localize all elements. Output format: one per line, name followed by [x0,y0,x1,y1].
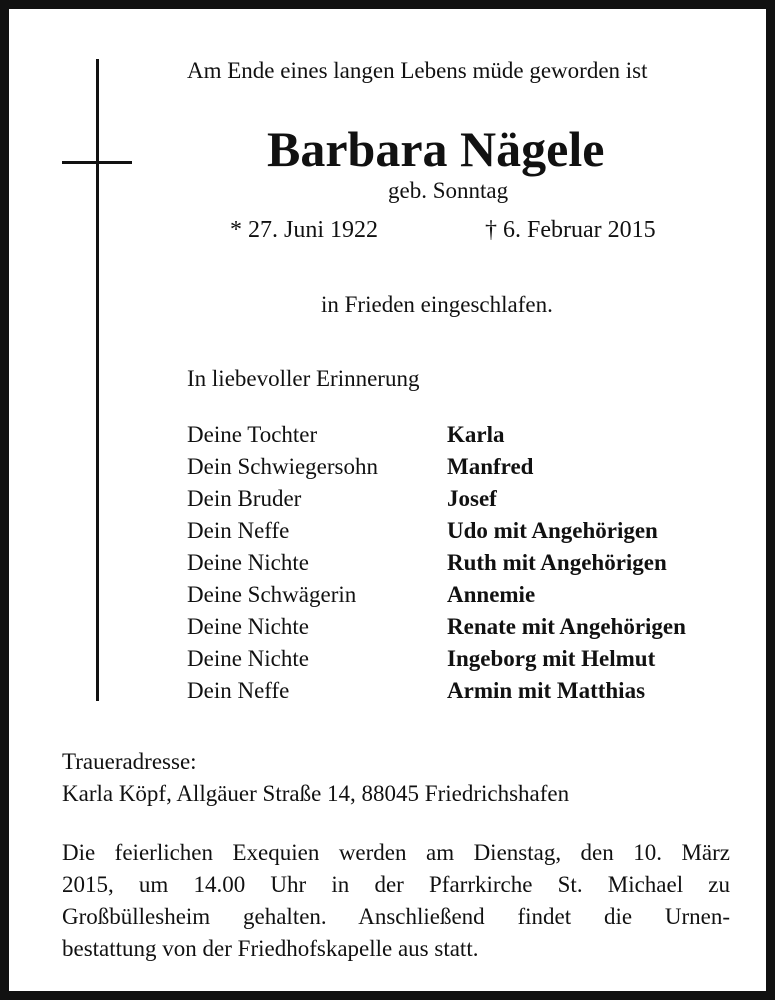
cross-icon-bar [62,161,132,164]
mourner-row [187,643,686,675]
mourner-relation: Dein Neffe [187,678,290,703]
mourner-row [187,451,686,483]
service-line: Die feierlichen Exequien werden am Dienstag, den 10. März [62,840,730,865]
memory-line: In liebevoller Erinnerung [187,366,420,391]
mourner-row [187,547,686,579]
mourner-row [187,419,686,451]
mourner-name: Renate mit Angehörigen [447,614,686,639]
service-line: Großbüllesheim gehalten. Anschließend findet die Urnen- [62,904,730,929]
peace-line: in Frieden eingeschlafen. [321,292,553,317]
mourner-list [187,419,686,707]
mourner-name: Udo mit Angehörigen [447,518,658,543]
mourner-relation: Deine Schwägerin [187,582,357,607]
mourner-relation: Deine Nichte [187,646,309,671]
birth-date: * 27. Juni 1922 [230,217,379,243]
mourner-name: Karla [447,422,505,447]
mourner-row [187,675,686,707]
intro-line: Am Ende eines langen Lebens müde geworden ist [187,58,648,83]
mourner-row [187,611,686,643]
mourner-name: Josef [447,486,497,511]
service-paragraph [62,837,730,965]
mourner-row [187,515,686,547]
birth-name: geb. Sonntag [388,178,509,203]
mourner-name: Manfred [447,454,534,479]
address-value: Karla Köpf, Allgäuer Straße 14, 88045 Friedrichshafen [62,781,570,806]
mourner-name: Annemie [447,582,536,607]
mourner-relation: Deine Nichte [187,550,309,575]
service-line: bestattung von der Friedhofskapelle aus statt. [62,936,479,961]
mourner-relation: Deine Tochter [187,422,318,447]
cross-icon [96,59,99,701]
mourner-relation: Dein Bruder [187,486,302,511]
death-date: † 6. Februar 2015 [485,217,656,243]
mourner-name: Ingeborg mit Helmut [447,646,656,671]
address-label: Traueradresse: [62,749,197,774]
service-line: 2015, um 14.00 Uhr in der Pfarrkirche St. Michael zu [62,872,730,897]
deceased-name: Barbara Nägele [267,121,605,177]
mourner-name: Armin mit Matthias [447,678,646,703]
mourner-row [187,579,686,611]
mourner-row [187,483,686,515]
mourner-relation: Dein Neffe [187,518,290,543]
mourner-relation: Deine Nichte [187,614,309,639]
mourner-name: Ruth mit Angehörigen [447,550,667,575]
mourner-relation: Dein Schwiegersohn [187,454,378,479]
